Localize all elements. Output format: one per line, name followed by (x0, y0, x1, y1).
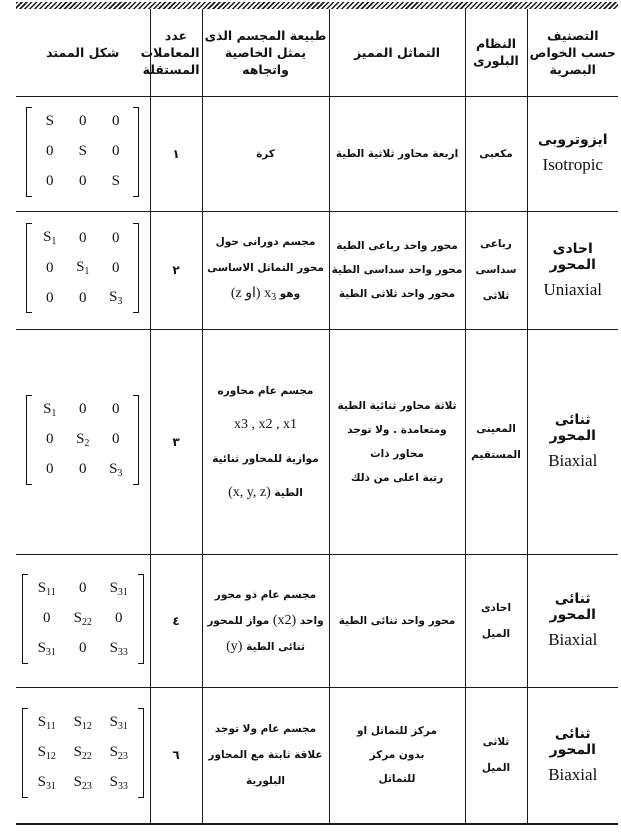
body-text: ثنائى الطية (246, 640, 305, 653)
matrix-entry: 0 (79, 401, 87, 417)
matrix-entry: 0 (46, 259, 54, 276)
symmetry-line: بدون مركز (369, 749, 425, 762)
tensor-matrix (26, 107, 139, 197)
symmetry-line: محور واحد ثلاثى الطية (338, 288, 456, 300)
body-nature-cell (202, 96, 329, 211)
body-line (205, 476, 327, 510)
matrix-grid (33, 223, 132, 313)
matrix-entry: 0 (46, 173, 54, 189)
matrix-entry: $S_{12}$ (73, 714, 92, 733)
class-arabic: ثنائى المحور (549, 591, 596, 623)
matrix-entry: S (78, 143, 87, 159)
symmetry-cell (329, 211, 465, 329)
system-line: المعينى (476, 422, 516, 435)
matrix-grid (29, 574, 137, 664)
body-text: وهو (279, 288, 301, 300)
table-row (16, 211, 618, 329)
axis-expression: (y) (226, 638, 243, 654)
matrix-entry: 0 (79, 113, 87, 129)
header-classification: التصنيف حسب الخواص البصرية (527, 9, 618, 96)
matrix-grid (33, 395, 132, 485)
system-line: المستقيم (471, 448, 521, 461)
matrix-entry: $S_{31}$ (37, 639, 56, 658)
table-row (16, 554, 618, 687)
body-line (205, 634, 327, 660)
symmetry-line: ثلاثة محاور ثنائية الطية (337, 399, 457, 412)
matrix-row (33, 107, 132, 137)
tensor-matrix (22, 574, 144, 664)
axis-expression: (x2) (272, 612, 297, 628)
body-line: موازية للمحاور ثنائية (212, 452, 319, 465)
matrix-row (33, 137, 132, 167)
matrix-entry: S (45, 113, 54, 129)
tensor-cell (16, 687, 150, 824)
body-line: مجسم عام ذو محور (214, 588, 317, 601)
matrix-entry: $S_{31}$ (109, 579, 128, 598)
matrix-entry: $S_3$ (109, 460, 123, 479)
optical-classification-table (16, 9, 618, 825)
class-arabic: احادى المحور (549, 240, 596, 273)
matrix-entry: $S_{31}$ (109, 714, 128, 733)
count-cell: ١ (150, 96, 202, 211)
matrix-entry: $S_{11}$ (37, 579, 56, 598)
matrix-entry: 0 (112, 229, 120, 246)
matrix-entry: 0 (112, 401, 120, 417)
system-line: رباعى (480, 238, 512, 250)
symmetry-cell (329, 687, 465, 824)
matrix-row (29, 708, 137, 738)
body-line: البلورية (245, 775, 286, 788)
matrix-entry: $S_3$ (109, 289, 123, 307)
matrix-row (33, 283, 132, 313)
body-line: علاقة ثابتة مع المحاور (208, 749, 323, 762)
matrix-entry: $S_{22}$ (73, 744, 92, 763)
matrix-entry: 0 (79, 173, 87, 189)
tensor-matrix (22, 708, 144, 798)
body-nature-cell (202, 329, 329, 554)
system-line: سداسى (475, 264, 517, 276)
matrix-row (33, 425, 132, 455)
matrix-entry: 0 (112, 113, 120, 129)
matrix-grid (29, 708, 137, 798)
tensor-cell (16, 211, 150, 329)
matrix-row (33, 395, 132, 425)
system-line: احادى (480, 601, 512, 614)
class-arabic: ثنائى المحور (549, 412, 596, 444)
matrix-entry: 0 (46, 461, 54, 477)
tensor-cell (16, 96, 150, 211)
matrix-entry: $S_{22}$ (73, 609, 92, 628)
matrix-entry: 0 (43, 610, 51, 626)
header-count: عدد المعاملات المستقلة (150, 9, 202, 96)
matrix-entry: 0 (79, 289, 87, 306)
count-cell: ٤ (150, 554, 202, 687)
body-line: محور التماثل الاساسى (207, 262, 324, 274)
header-tensor-form: شكل الممتد (16, 9, 150, 96)
body-text: الطية (274, 486, 303, 499)
matrix-entry: $S_{33}$ (109, 639, 128, 658)
class-arabic: ثنائى المحور (549, 725, 596, 758)
symmetry-cell (329, 329, 465, 554)
classification-cell (527, 211, 618, 329)
header-crystal-system: النظام البلورى (465, 9, 527, 96)
symmetry-line: مركز للتماثل او (357, 725, 437, 738)
symmetry-line: محور واحد سداسى الطية (331, 264, 463, 276)
matrix-row (29, 634, 137, 664)
matrix-entry: $S_1$ (43, 229, 57, 247)
matrix-entry: 0 (112, 143, 120, 159)
tensor-matrix (26, 223, 139, 313)
count-cell: ٣ (150, 329, 202, 554)
axes-expression: x3 , x2 , x1 (234, 416, 297, 432)
tensor-cell (16, 554, 150, 687)
matrix-entry: 0 (112, 431, 120, 447)
matrix-entry: $S_{11}$ (37, 714, 56, 733)
symmetry-line: للتماثل (378, 773, 416, 786)
crystal-system-cell (465, 96, 527, 211)
system-line: الميل (481, 627, 511, 640)
body-nature-cell (202, 687, 329, 824)
class-arabic: ايزوتروبى (537, 132, 608, 148)
count-cell: ٢ (150, 211, 202, 329)
symmetry-cell (329, 96, 465, 211)
matrix-row (29, 738, 137, 768)
matrix-entry: $S_{23}$ (109, 744, 128, 763)
matrix-row (33, 455, 132, 485)
classification-cell (527, 96, 618, 211)
body-nature-cell (202, 554, 329, 687)
symmetry-line: رتبة اعلى من ذلك (350, 471, 444, 484)
matrix-entry: 0 (46, 431, 54, 447)
header-body-nature: طبيعة المجسم الذى يمثل الخاصية واتجاهه (202, 9, 329, 96)
body-text: واحد (299, 614, 324, 627)
top-hatched-border (16, 2, 618, 9)
classification-cell (527, 687, 618, 824)
matrix-entry: $S_{31}$ (37, 774, 56, 793)
matrix-entry: 0 (79, 229, 87, 246)
body-text: مواز للمحور (207, 614, 270, 627)
matrix-row (33, 253, 132, 283)
classification-cell (527, 329, 618, 554)
matrix-entry: $S_{23}$ (73, 774, 92, 793)
body-line: كرة (256, 147, 275, 160)
symmetry-line: محور واحد ثنائى الطية (338, 614, 456, 627)
axis-text: (z او) x (230, 286, 272, 301)
body-line (205, 608, 327, 634)
class-english: Biaxial (548, 764, 598, 784)
system-line: ثلاثى (482, 290, 510, 302)
matrix-entry: 0 (115, 610, 123, 626)
symmetry-line: ومتعامدة . ولا توجد محاور ذات (347, 423, 447, 460)
class-english: Uniaxial (543, 279, 603, 299)
symmetry-cell (329, 554, 465, 687)
symmetry-line: محور واحد رباعى الطية (336, 240, 458, 252)
axis-expression (231, 286, 276, 301)
matrix-grid (33, 107, 132, 197)
matrix-entry: $S_{12}$ (37, 744, 56, 763)
body-line: مجسم عام ولا توجد (214, 723, 317, 736)
count-cell: ٦ (150, 687, 202, 824)
matrix-row (29, 574, 137, 604)
matrix-entry: 0 (79, 461, 87, 477)
body-line: مجسم دورانى حول (215, 236, 316, 248)
header-symmetry: التماثل المميز (329, 9, 465, 96)
table-row (16, 96, 618, 211)
matrix-row (33, 167, 132, 197)
matrix-entry: 0 (79, 640, 87, 656)
crystal-system-cell (465, 329, 527, 554)
matrix-entry: $S_1$ (76, 259, 90, 277)
axes-expression: (x, y, z) (228, 484, 271, 500)
axis-subscript: 3 (271, 292, 277, 303)
tensor-cell (16, 329, 150, 554)
classification-cell (527, 554, 618, 687)
matrix-entry: S (111, 173, 120, 189)
class-english: Isotropic (542, 155, 603, 174)
crystal-system-cell (465, 554, 527, 687)
table-row (16, 329, 618, 554)
matrix-entry: 0 (79, 580, 87, 596)
matrix-entry: $S_2$ (76, 430, 90, 449)
tensor-matrix (26, 395, 139, 485)
table-row (16, 687, 618, 824)
header-row (16, 9, 618, 96)
matrix-entry: 0 (112, 259, 120, 276)
body-line: مجسم عام محاوره (217, 384, 314, 397)
body-line (205, 281, 327, 311)
matrix-row (33, 223, 132, 253)
class-english: Biaxial (548, 451, 598, 470)
system-line: مكعبى (479, 147, 513, 160)
matrix-entry: $S_1$ (43, 400, 57, 419)
crystal-system-cell (465, 687, 527, 824)
matrix-entry: 0 (46, 289, 54, 306)
system-line: ثلاثى (482, 736, 510, 749)
symmetry-line: اربعة محاور ثلاثية الطية (335, 147, 459, 160)
matrix-entry: 0 (46, 143, 54, 159)
matrix-row (29, 768, 137, 798)
class-english: Biaxial (548, 630, 598, 649)
system-line: الميل (481, 762, 511, 775)
body-nature-cell (202, 211, 329, 329)
matrix-entry: $S_{33}$ (109, 774, 128, 793)
crystal-system-cell (465, 211, 527, 329)
matrix-row (29, 604, 137, 634)
